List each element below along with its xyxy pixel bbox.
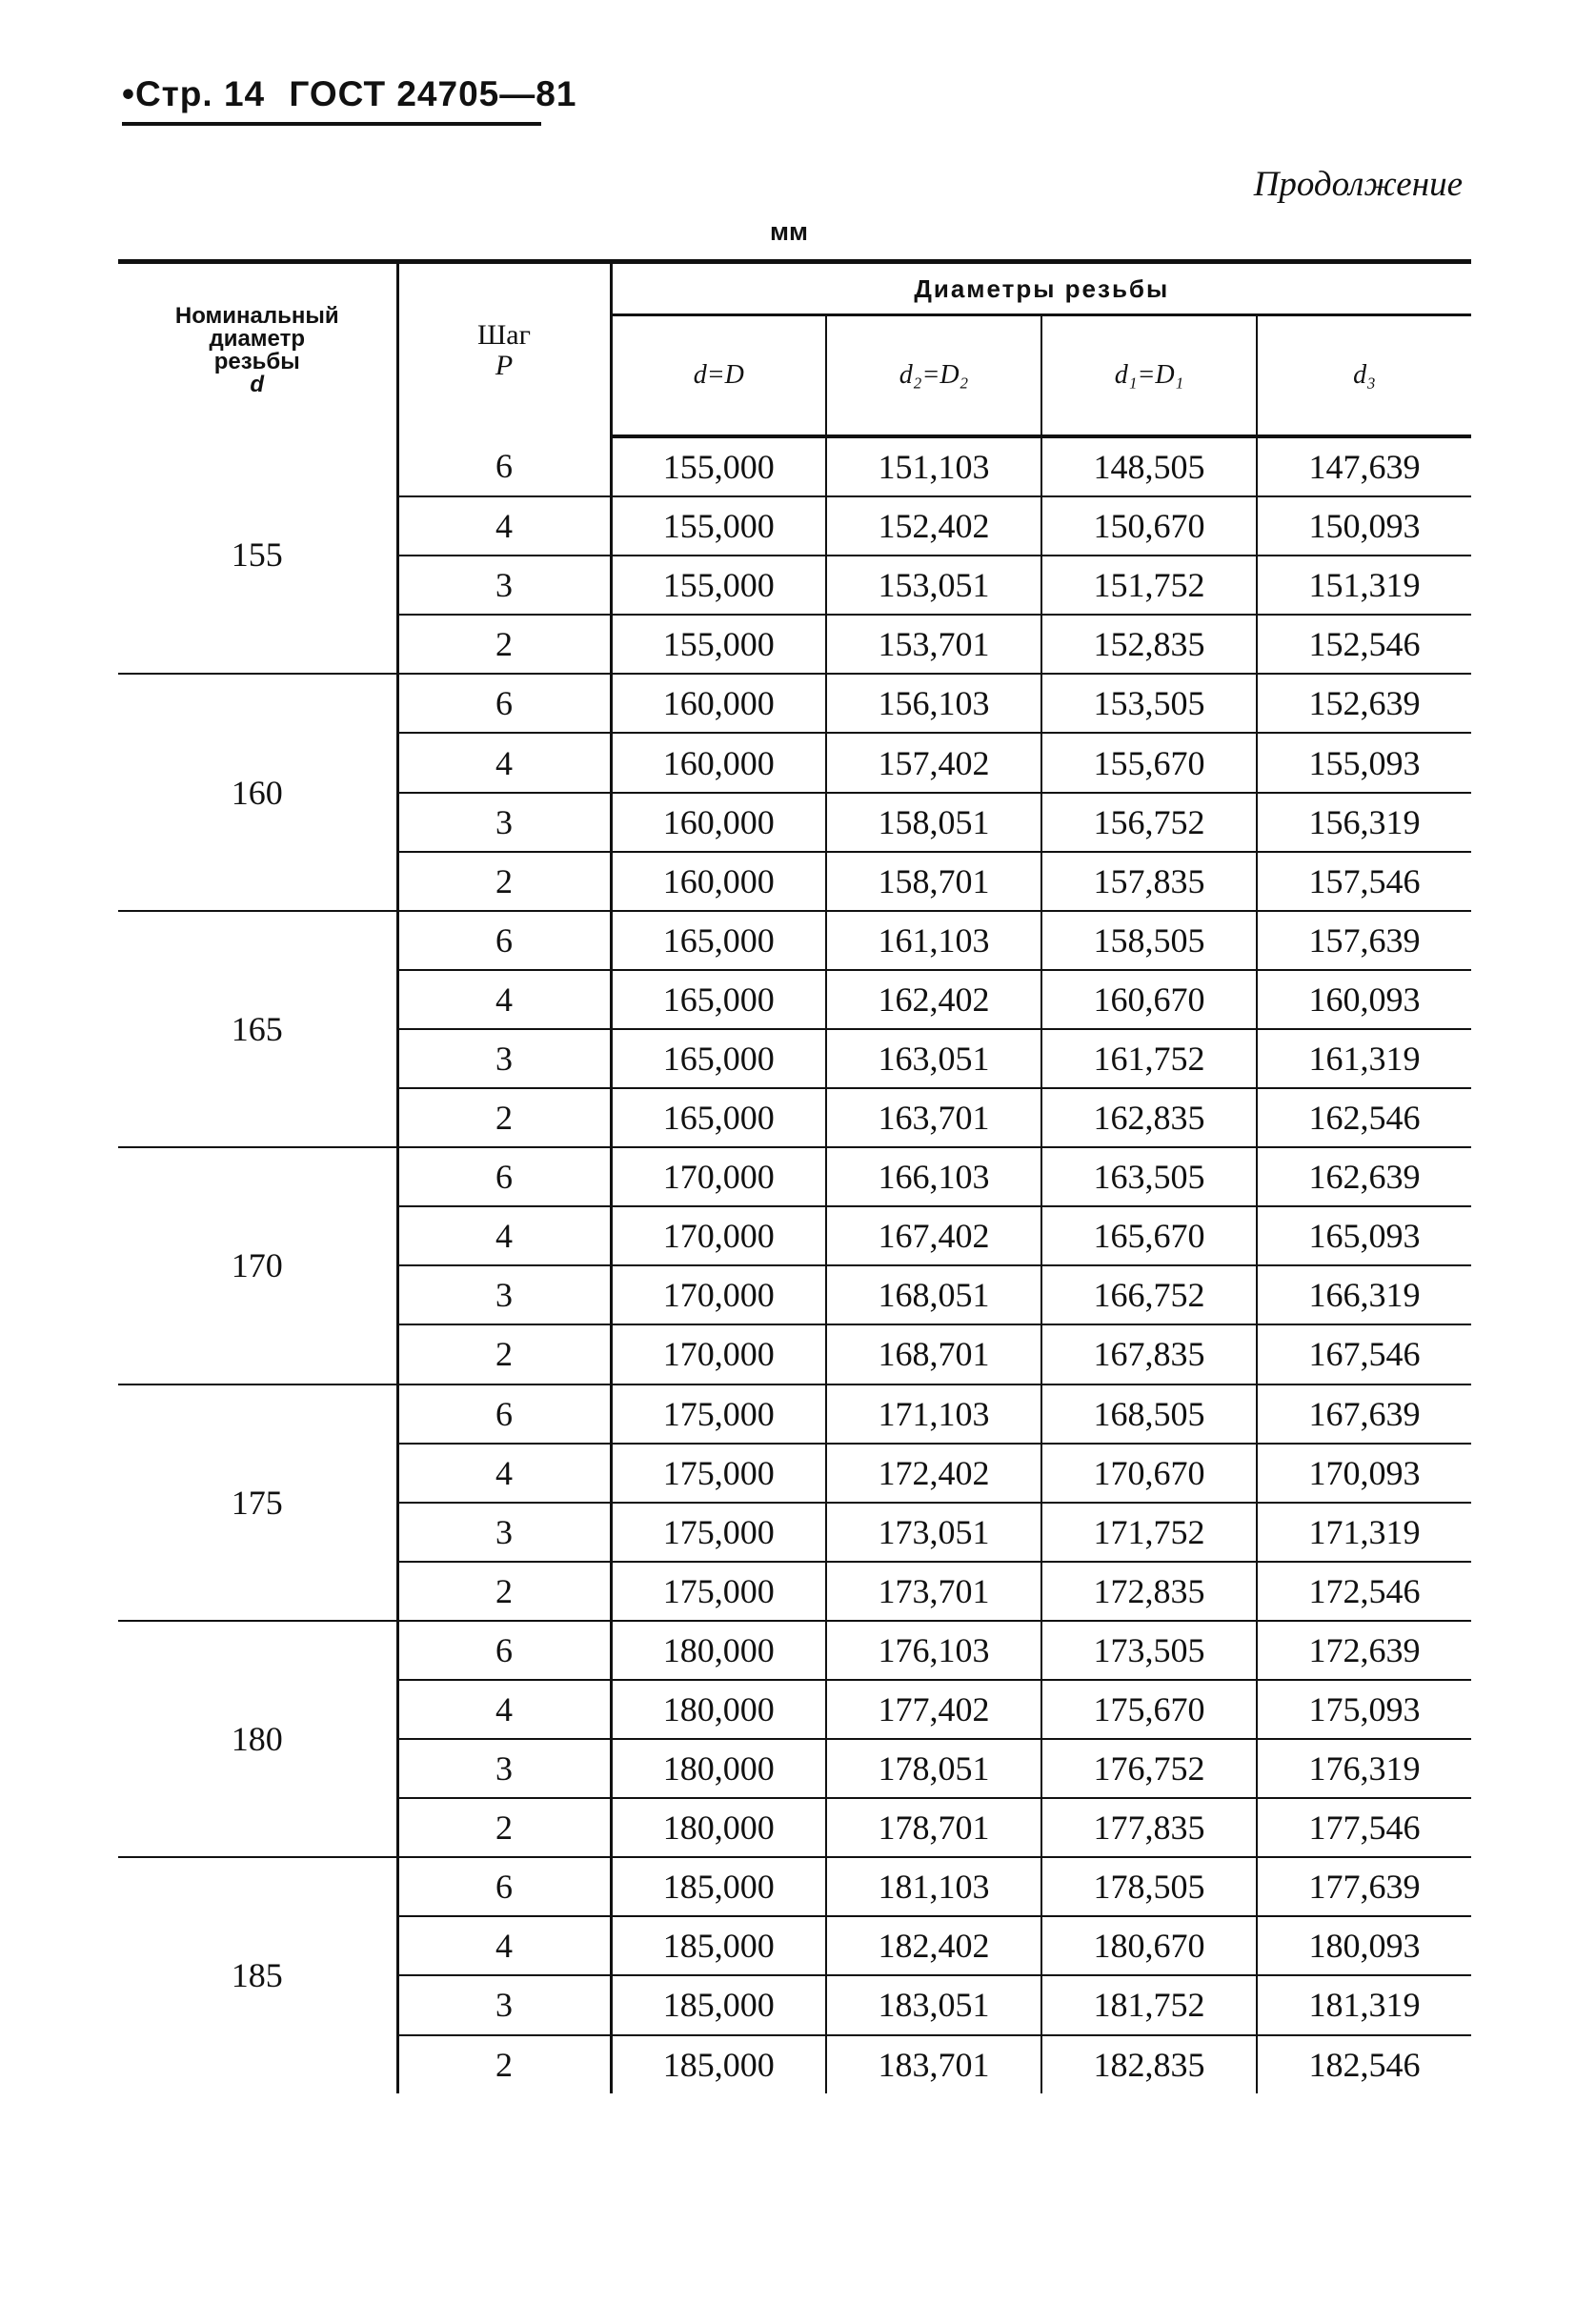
table-row <box>118 1147 1471 1206</box>
cell-d1: 168,505 <box>1041 1384 1257 1444</box>
cell-d2: 156,103 <box>826 674 1041 733</box>
cell-pitch: 3 <box>397 556 611 615</box>
cell-d2: 158,701 <box>826 852 1041 911</box>
cell-d-eq-D: 160,000 <box>611 733 826 792</box>
cell-pitch: 6 <box>397 1857 611 1916</box>
cell-d2: 182,402 <box>826 1916 1041 1975</box>
header-pitch <box>397 262 611 437</box>
header-d2-eq-D2: d₂=D₂ <box>826 315 1041 437</box>
cell-pitch: 6 <box>397 1621 611 1680</box>
cell-d-eq-D: 185,000 <box>611 1975 826 2034</box>
table-row <box>118 436 1471 496</box>
header-nominal-line: диаметр <box>209 325 306 352</box>
cell-pitch: 4 <box>397 1680 611 1739</box>
cell-d3: 180,093 <box>1257 1916 1471 1975</box>
cell-d3: 155,093 <box>1257 733 1471 792</box>
units-label: мм <box>770 217 808 246</box>
cell-d1: 156,752 <box>1041 793 1257 852</box>
cell-pitch: 6 <box>397 1147 611 1206</box>
cell-d3: 161,319 <box>1257 1029 1471 1088</box>
cell-d2: 171,103 <box>826 1384 1041 1444</box>
cell-d2: 161,103 <box>826 911 1041 970</box>
cell-nominal-diameter: 160 <box>118 674 397 910</box>
cell-d-eq-D: 180,000 <box>611 1621 826 1680</box>
cell-d3: 170,093 <box>1257 1444 1471 1503</box>
cell-d2: 176,103 <box>826 1621 1041 1680</box>
cell-d-eq-D: 175,000 <box>611 1503 826 1562</box>
cell-pitch: 2 <box>397 1562 611 1621</box>
cell-pitch: 2 <box>397 615 611 674</box>
cell-d1: 173,505 <box>1041 1621 1257 1680</box>
cell-d2: 177,402 <box>826 1680 1041 1739</box>
cell-d3: 172,546 <box>1257 1562 1471 1621</box>
cell-pitch: 4 <box>397 1444 611 1503</box>
cell-d3: 167,639 <box>1257 1384 1471 1444</box>
cell-d3: 156,319 <box>1257 793 1471 852</box>
cell-d2: 167,402 <box>826 1206 1041 1265</box>
cell-d-eq-D: 165,000 <box>611 1088 826 1147</box>
cell-d3: 171,319 <box>1257 1503 1471 1562</box>
cell-pitch: 6 <box>397 911 611 970</box>
cell-d3: 151,319 <box>1257 556 1471 615</box>
cell-pitch: 3 <box>397 1503 611 1562</box>
cell-d2: 163,051 <box>826 1029 1041 1088</box>
cell-d-eq-D: 170,000 <box>611 1206 826 1265</box>
cell-d1: 177,835 <box>1041 1798 1257 1857</box>
cell-d2: 151,103 <box>826 436 1041 496</box>
cell-pitch: 3 <box>397 1029 611 1088</box>
cell-d2: 153,701 <box>826 615 1041 674</box>
cell-pitch: 2 <box>397 1088 611 1147</box>
cell-d-eq-D: 185,000 <box>611 2035 826 2093</box>
cell-d1: 148,505 <box>1041 436 1257 496</box>
cell-d-eq-D: 175,000 <box>611 1384 826 1444</box>
cell-d1: 160,670 <box>1041 970 1257 1029</box>
cell-d2: 168,051 <box>826 1265 1041 1324</box>
cell-pitch: 6 <box>397 674 611 733</box>
cell-d1: 182,835 <box>1041 2035 1257 2093</box>
cell-d3: 150,093 <box>1257 496 1471 556</box>
cell-d-eq-D: 175,000 <box>611 1562 826 1621</box>
cell-d2: 178,701 <box>826 1798 1041 1857</box>
cell-pitch: 4 <box>397 1916 611 1975</box>
cell-d1: 155,670 <box>1041 733 1257 792</box>
header-thread-diameters: Диаметры резьбы <box>611 262 1471 315</box>
cell-d-eq-D: 160,000 <box>611 674 826 733</box>
cell-d-eq-D: 185,000 <box>611 1916 826 1975</box>
cell-d-eq-D: 170,000 <box>611 1265 826 1324</box>
header-d1-eq-D1: d₁=D₁ <box>1041 315 1257 437</box>
cell-d2: 157,402 <box>826 733 1041 792</box>
cell-d1: 167,835 <box>1041 1324 1257 1384</box>
cell-d3: 166,319 <box>1257 1265 1471 1324</box>
cell-d3: 176,319 <box>1257 1739 1471 1798</box>
thread-dimensions-table <box>118 259 1471 2093</box>
cell-d2: 172,402 <box>826 1444 1041 1503</box>
cell-d1: 171,752 <box>1041 1503 1257 1562</box>
table-row <box>118 674 1471 733</box>
cell-d3: 147,639 <box>1257 436 1471 496</box>
cell-pitch: 2 <box>397 852 611 911</box>
cell-nominal-diameter: 155 <box>118 436 397 674</box>
cell-pitch: 4 <box>397 1206 611 1265</box>
cell-d1: 165,670 <box>1041 1206 1257 1265</box>
cell-pitch: 6 <box>397 1384 611 1444</box>
table-row <box>118 911 1471 970</box>
continuation-label: Продолжение <box>1253 165 1463 204</box>
header-nominal-diameter <box>118 262 397 437</box>
cell-d3: 152,639 <box>1257 674 1471 733</box>
cell-pitch: 3 <box>397 1739 611 1798</box>
cell-d1: 150,670 <box>1041 496 1257 556</box>
cell-d2: 158,051 <box>826 793 1041 852</box>
cell-d-eq-D: 165,000 <box>611 970 826 1029</box>
cell-d3: 162,546 <box>1257 1088 1471 1147</box>
cell-d2: 173,051 <box>826 1503 1041 1562</box>
cell-nominal-diameter: 180 <box>118 1621 397 1857</box>
cell-d2: 162,402 <box>826 970 1041 1029</box>
header-pitch-symbol: P <box>495 349 514 381</box>
cell-d1: 151,752 <box>1041 556 1257 615</box>
cell-d1: 157,835 <box>1041 852 1257 911</box>
cell-d1: 162,835 <box>1041 1088 1257 1147</box>
cell-d2: 153,051 <box>826 556 1041 615</box>
table-row <box>118 1384 1471 1444</box>
cell-d3: 172,639 <box>1257 1621 1471 1680</box>
table-body <box>118 436 1471 2093</box>
header-nominal-symbol: d <box>250 371 265 397</box>
table-row <box>118 1621 1471 1680</box>
cell-d3: 162,639 <box>1257 1147 1471 1206</box>
cell-d-eq-D: 155,000 <box>611 436 826 496</box>
cell-pitch: 3 <box>397 1265 611 1324</box>
cell-d-eq-D: 155,000 <box>611 556 826 615</box>
cell-d-eq-D: 170,000 <box>611 1147 826 1206</box>
cell-pitch: 4 <box>397 970 611 1029</box>
cell-d-eq-D: 160,000 <box>611 852 826 911</box>
header-nominal-line: резьбы <box>213 348 300 374</box>
cell-d1: 172,835 <box>1041 1562 1257 1621</box>
cell-d-eq-D: 180,000 <box>611 1680 826 1739</box>
cell-d-eq-D: 160,000 <box>611 793 826 852</box>
cell-pitch: 2 <box>397 1324 611 1384</box>
cell-nominal-diameter: 175 <box>118 1384 397 1621</box>
header-d3: d₃ <box>1257 315 1471 437</box>
cell-d3: 175,093 <box>1257 1680 1471 1739</box>
cell-d3: 181,319 <box>1257 1975 1471 2034</box>
cell-d1: 152,835 <box>1041 615 1257 674</box>
cell-d3: 157,639 <box>1257 911 1471 970</box>
cell-d1: 175,670 <box>1041 1680 1257 1739</box>
page-header <box>122 74 590 114</box>
cell-d2: 166,103 <box>826 1147 1041 1206</box>
cell-d1: 166,752 <box>1041 1265 1257 1324</box>
cell-d-eq-D: 155,000 <box>611 615 826 674</box>
cell-d-eq-D: 180,000 <box>611 1739 826 1798</box>
cell-d2: 173,701 <box>826 1562 1041 1621</box>
cell-d1: 180,670 <box>1041 1916 1257 1975</box>
cell-d3: 152,546 <box>1257 615 1471 674</box>
header-pitch-label: Шаг <box>477 318 531 351</box>
cell-pitch: 3 <box>397 793 611 852</box>
cell-pitch: 6 <box>397 436 611 496</box>
page-number: •Стр. 14 <box>122 74 266 113</box>
table-row <box>118 1857 1471 1916</box>
cell-pitch: 3 <box>397 1975 611 2034</box>
cell-d-eq-D: 180,000 <box>611 1798 826 1857</box>
header-nominal-line: Номинальный <box>174 302 339 329</box>
cell-d-eq-D: 170,000 <box>611 1324 826 1384</box>
cell-d3: 177,639 <box>1257 1857 1471 1916</box>
header-d-eq-D: d=D <box>611 315 826 437</box>
standard-code: ГОСТ 24705—81 <box>289 74 577 113</box>
cell-d2: 168,701 <box>826 1324 1041 1384</box>
cell-d2: 163,701 <box>826 1088 1041 1147</box>
cell-d3: 182,546 <box>1308 2045 1421 2084</box>
cell-d3: 177,546 <box>1257 1798 1471 1857</box>
cell-d1: 176,752 <box>1041 1739 1257 1798</box>
cell-d2: 183,051 <box>826 1975 1041 2034</box>
cell-d1: 158,505 <box>1041 911 1257 970</box>
cell-nominal-diameter: 165 <box>118 911 397 1147</box>
cell-d-eq-D: 165,000 <box>611 1029 826 1088</box>
cell-d1: 161,752 <box>1041 1029 1257 1088</box>
header-rule <box>122 122 541 126</box>
cell-d3: 160,093 <box>1257 970 1471 1029</box>
cell-nominal-diameter: 185 <box>118 1857 397 2092</box>
cell-pitch: 4 <box>397 496 611 556</box>
cell-d-eq-D: 155,000 <box>611 496 826 556</box>
cell-d-eq-D: 165,000 <box>611 911 826 970</box>
cell-pitch: 2 <box>397 2035 611 2093</box>
cell-d-eq-D: 185,000 <box>611 1857 826 1916</box>
cell-d3: 157,546 <box>1257 852 1471 911</box>
cell-d1: 170,670 <box>1041 1444 1257 1503</box>
cell-pitch: 4 <box>397 733 611 792</box>
cell-d-eq-D: 175,000 <box>611 1444 826 1503</box>
cell-d1: 178,505 <box>1041 1857 1257 1916</box>
cell-nominal-diameter: 170 <box>118 1147 397 1384</box>
cell-d2: 152,402 <box>826 496 1041 556</box>
cell-pitch: 2 <box>397 1798 611 1857</box>
cell-d2: 178,051 <box>826 1739 1041 1798</box>
cell-d2: 181,103 <box>826 1857 1041 1916</box>
cell-d3: 165,093 <box>1257 1206 1471 1265</box>
cell-d1: 153,505 <box>1041 674 1257 733</box>
cell-d1: 163,505 <box>1041 1147 1257 1206</box>
cell-d2: 183,701 <box>826 2035 1041 2093</box>
cell-d1: 181,752 <box>1041 1975 1257 2034</box>
cell-d3: 167,546 <box>1257 1324 1471 1384</box>
